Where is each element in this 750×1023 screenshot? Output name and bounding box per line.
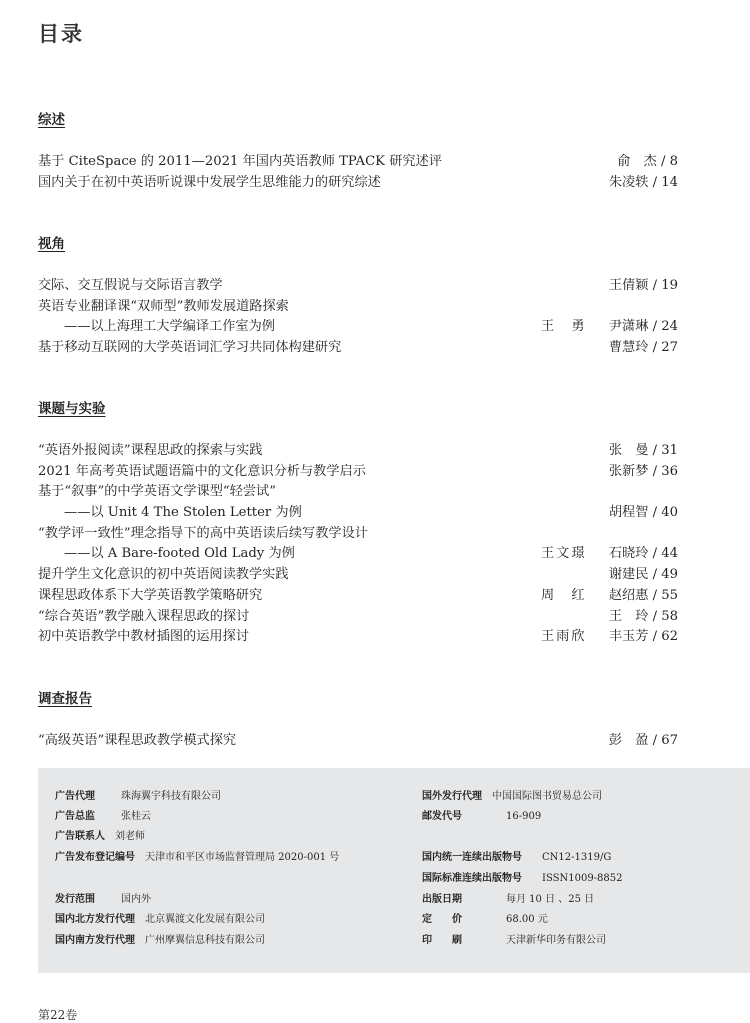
entry-title: 初中英语教学中教材插图的运用探讨 xyxy=(38,629,249,645)
info-label: 发行范围 xyxy=(55,894,95,905)
entry-title: 基于 CiteSpace 的 2011—2021 年国内英语教师 TPACK 研究述评 xyxy=(38,154,442,169)
entry-title: 国内关于在初中英语听说课中发展学生思维能力的研究综述 xyxy=(38,174,381,190)
info-south-distributor xyxy=(55,934,265,948)
entry-author-page: 王 玲 / 58 xyxy=(608,608,678,624)
info-issn xyxy=(422,872,623,886)
entry-title: 基于“叙事”的中学英语文学课型“轻尝试” xyxy=(38,484,276,500)
info-label: 国内南方发行代理 xyxy=(55,935,135,946)
info-label: 印 刷 xyxy=(422,935,462,946)
toc-entry[interactable] xyxy=(38,462,678,483)
info-price xyxy=(422,913,548,927)
entry-author-page: 俞 杰 / 8 xyxy=(617,154,678,169)
toc-entry[interactable] xyxy=(38,482,678,503)
entry-title: “综合英语”教学融入课程思政的探讨 xyxy=(38,608,250,624)
toc-entry[interactable] xyxy=(38,607,678,628)
entry-title: “教学评一致性”理念指导下的高中英语读后续写教学设计 xyxy=(38,525,368,541)
entry-author-page: 赵绍惠 / 55 xyxy=(608,587,678,603)
info-value: 北京翼渡文化发展有限公司 xyxy=(145,914,265,925)
entry-author-page: 尹潇琳 / 24 xyxy=(608,319,678,335)
info-value: CN12-1319/G xyxy=(542,852,612,863)
toc-entry[interactable] xyxy=(38,152,678,173)
info-label: 国内统一连续出版物号 xyxy=(422,852,522,863)
toc-entry[interactable] xyxy=(38,731,678,752)
info-value: ISSN1009-8852 xyxy=(542,873,623,884)
entry-coauthor: 周 红 xyxy=(541,587,587,603)
section-heading: 调查报告 xyxy=(38,691,92,707)
entry-author-page: 朱凌轶 / 14 xyxy=(608,174,678,190)
info-distribution-scope xyxy=(55,893,151,907)
toc-entry[interactable] xyxy=(38,627,678,648)
info-value: 广州摩翼信息科技有限公司 xyxy=(145,935,265,946)
entry-author-page: 张 曼 / 31 xyxy=(608,443,678,458)
entry-author-page: 彭 盈 / 67 xyxy=(608,733,678,748)
info-label: 广告总监 xyxy=(55,811,95,822)
volume-footer: 第22卷 xyxy=(38,1008,78,1022)
entry-coauthor: 王 勇 xyxy=(541,319,587,335)
info-cn-number xyxy=(422,851,611,865)
info-value: 中国国际图书贸易总公司 xyxy=(492,791,602,802)
entry-subtitle: ——以 A Bare-footed Old Lady 为例 xyxy=(64,546,295,562)
entry-coauthor: 王文璟 xyxy=(541,546,587,562)
info-publish-date xyxy=(422,893,594,907)
toc-entry-subtitle[interactable] xyxy=(38,503,678,524)
info-value: 每月 10 日 、25 日 xyxy=(506,894,595,905)
entry-title: 提升学生文化意识的初中英语阅读教学实践 xyxy=(38,567,289,583)
entry-author-page: 张新梦 / 36 xyxy=(608,463,678,479)
info-postal-code xyxy=(422,810,541,824)
info-ad-contact xyxy=(55,830,145,844)
section-projects-experiments xyxy=(38,399,678,648)
toc-entry[interactable] xyxy=(38,338,678,359)
section-review xyxy=(38,110,678,193)
toc-entry-subtitle[interactable] xyxy=(38,544,678,565)
info-value: 刘老师 xyxy=(115,831,145,842)
entry-subtitle: ——以 Unit 4 The Stolen Letter 为例 xyxy=(64,505,302,521)
info-ad-director xyxy=(55,810,151,824)
toc-entry[interactable] xyxy=(38,173,678,194)
info-foreign-distributor xyxy=(422,790,602,804)
entry-author-page: 胡程智 / 40 xyxy=(608,505,678,521)
entry-subtitle: ——以上海理工大学编译工作室为例 xyxy=(64,319,275,335)
info-value: 国内外 xyxy=(121,894,151,905)
toc-entry[interactable] xyxy=(38,276,678,297)
info-label: 出版日期 xyxy=(422,894,462,905)
entry-author-page: 谢建民 / 49 xyxy=(608,567,678,583)
info-printer xyxy=(422,934,606,948)
section-heading: 视角 xyxy=(38,236,65,252)
entry-title: “英语外报阅读”课程思政的探索与实践 xyxy=(38,443,263,458)
info-label: 国外发行代理 xyxy=(422,791,482,802)
info-value: 68.00 元 xyxy=(506,914,548,925)
info-label: 国内北方发行代理 xyxy=(55,914,135,925)
info-label: 国际标准连续出版物号 xyxy=(422,873,522,884)
toc-entry[interactable] xyxy=(38,586,678,607)
toc-entry[interactable] xyxy=(38,441,678,462)
toc-entry[interactable] xyxy=(38,297,678,318)
info-label: 定 价 xyxy=(422,914,462,925)
info-value: 16-909 xyxy=(506,811,542,822)
entry-author-page: 石晓玲 / 44 xyxy=(608,546,678,562)
section-survey-report xyxy=(38,689,678,752)
toc-entry[interactable] xyxy=(38,524,678,545)
info-ad-agent xyxy=(55,790,221,804)
entry-title: 基于移动互联网的大学英语词汇学习共同体构建研究 xyxy=(38,340,342,356)
entry-title: “高级英语”课程思政教学模式探究 xyxy=(38,733,237,748)
info-label: 广告联系人 xyxy=(55,831,105,842)
info-value: 天津新华印务有限公司 xyxy=(506,935,606,946)
entry-author-page: 丰玉芳 / 62 xyxy=(608,629,678,645)
info-label: 广告代理 xyxy=(55,791,95,802)
publication-info-box xyxy=(38,768,750,973)
page-title: 目录 xyxy=(38,22,84,46)
info-ad-registration xyxy=(55,851,339,865)
entry-title: 2021 年高考英语试题语篇中的文化意识分析与教学启示 xyxy=(38,463,366,479)
entry-author-page: 王倩颖 / 19 xyxy=(608,278,678,293)
info-value: 珠海翼宇科技有限公司 xyxy=(121,791,221,802)
info-value: 天津市和平区市场监督管理局 2020-001 号 xyxy=(145,852,340,863)
info-value: 张桂云 xyxy=(121,811,151,822)
section-heading: 课题与实验 xyxy=(38,401,106,417)
entry-coauthor: 王雨欣 xyxy=(541,629,587,645)
info-label: 广告发布登记编号 xyxy=(55,852,135,863)
entry-title: 课程思政体系下大学英语教学策略研究 xyxy=(38,587,263,603)
info-north-distributor xyxy=(55,913,265,927)
entry-author-page: 曹慧玲 / 27 xyxy=(608,340,678,356)
section-perspective xyxy=(38,234,678,359)
section-heading: 综述 xyxy=(38,112,65,128)
toc-entry[interactable] xyxy=(38,565,678,586)
info-label: 邮发代号 xyxy=(422,811,462,822)
entry-title: 英语专业翻译课“双师型”教师发展道路探索 xyxy=(38,298,289,314)
toc-entry-subtitle[interactable] xyxy=(38,317,678,338)
entry-title: 交际、交互假说与交际语言教学 xyxy=(38,278,223,293)
